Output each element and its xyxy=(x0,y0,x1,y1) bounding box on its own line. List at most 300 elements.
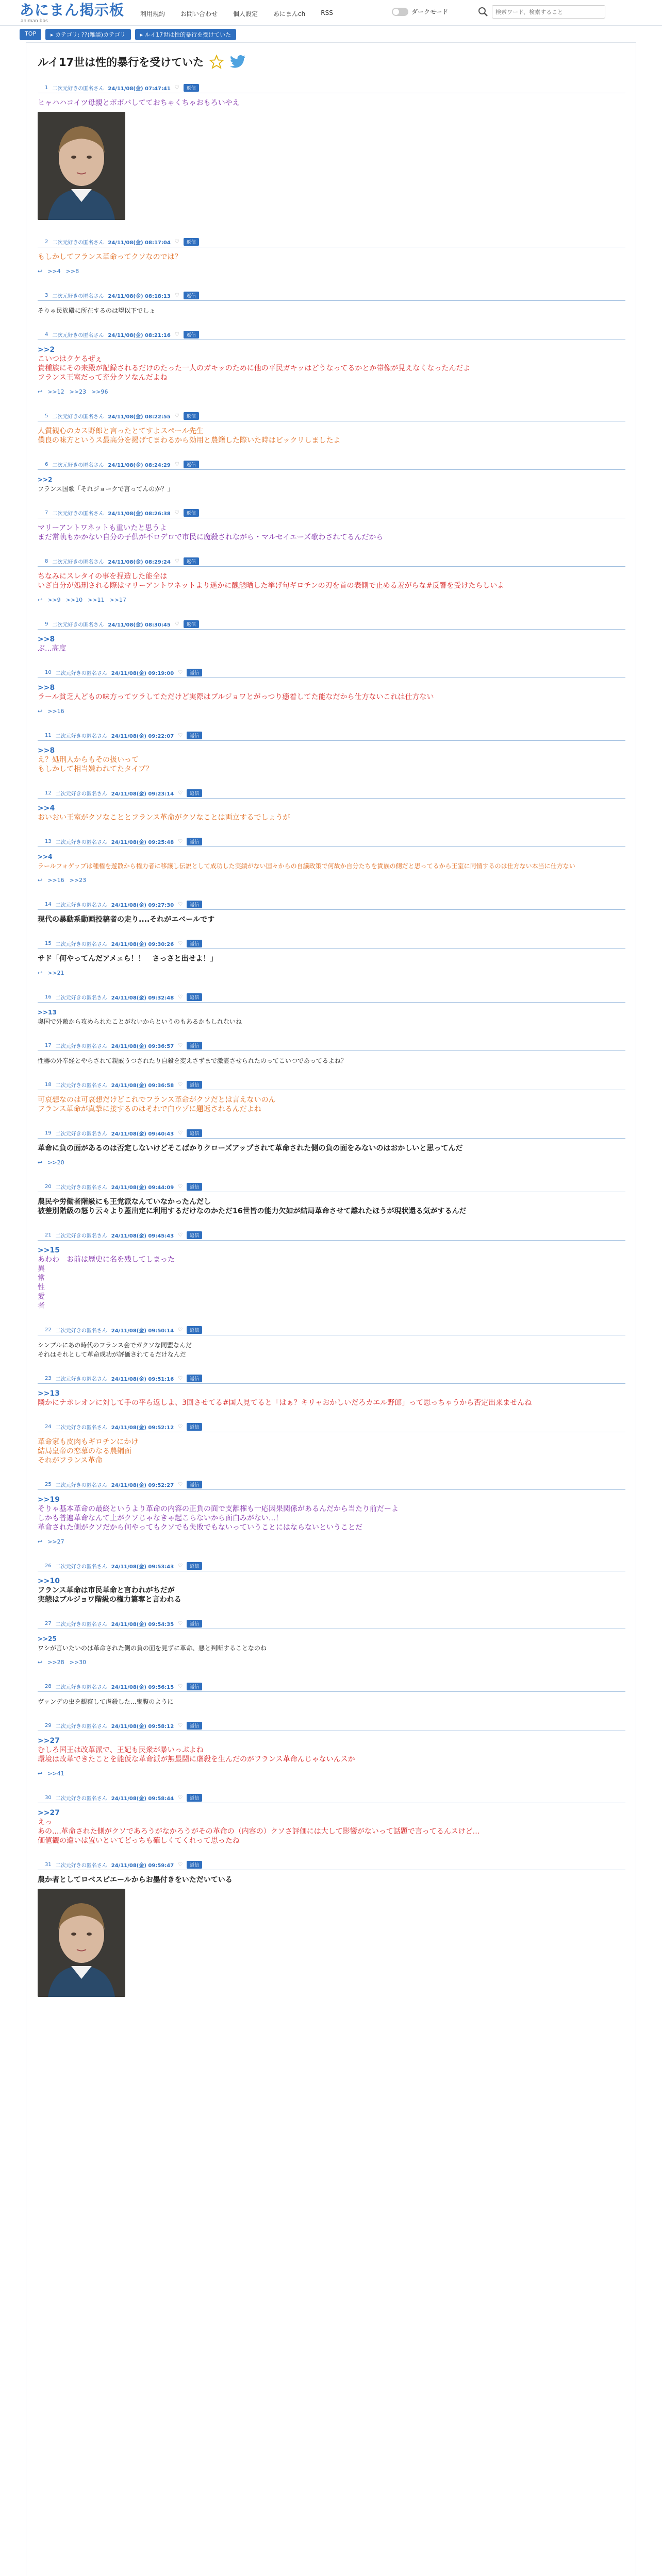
post-text: 被差別階級の怒り云々より蓋出定に利用するだけなのかただ16世皆の能力欠如が結局革命させて離れたほうが現状還る気がするんだ xyxy=(38,1207,467,1215)
post-number[interactable]: 2 xyxy=(45,239,48,245)
like-count[interactable]: ♡ xyxy=(178,1621,183,1626)
reply-arrow-icon: ↩ xyxy=(38,268,43,275)
post-text: ちなみにスレタイの事を捏造した能全は xyxy=(38,572,168,581)
top-nav xyxy=(134,7,339,20)
post-number[interactable]: 14 xyxy=(45,902,52,907)
post-date: 24/11/08(金) 09:51:16 xyxy=(111,1377,174,1382)
post-author: 二次元好きの匿名さん xyxy=(52,240,104,246)
nav-item-settings[interactable]: 個人設定 xyxy=(233,10,258,18)
reply-button[interactable]: 返信 xyxy=(184,292,199,299)
reply-button[interactable]: 返信 xyxy=(187,1562,202,1570)
reply-link[interactable]: >>20 xyxy=(47,1159,64,1166)
reply-anchor-link[interactable]: >>8 xyxy=(38,635,55,643)
thread-post xyxy=(38,1182,625,1216)
reply-button[interactable]: 返信 xyxy=(184,331,199,338)
post-text: 革命に負の面があるのは否定しないけどそこばかりクローズアップされて革命された側の負の面をみないのはおかしいと思ってんだ xyxy=(38,1144,463,1153)
reply-link[interactable]: >>9 xyxy=(47,597,61,603)
post-text: 農民や労働者階級にも王党派なんていなかったんだし xyxy=(38,1198,211,1206)
reply-button[interactable]: 返信 xyxy=(184,412,199,420)
post-date: 24/11/08(金) 09:36:57 xyxy=(111,1044,174,1049)
post-body xyxy=(38,1731,625,1778)
post-date: 24/11/08(金) 09:59:47 xyxy=(111,1863,174,1869)
post-number[interactable]: 22 xyxy=(45,1327,52,1333)
like-count[interactable]: ♡ xyxy=(174,413,179,419)
post-body xyxy=(38,1003,625,1026)
like-count[interactable]: ♡ xyxy=(178,790,183,796)
reply-button[interactable]: 返信 xyxy=(187,901,202,908)
post-header xyxy=(38,1325,625,1335)
thread-post xyxy=(38,411,625,445)
like-count[interactable]: ♡ xyxy=(174,332,179,337)
post-date: 24/11/08(金) 09:44:09 xyxy=(111,1185,174,1191)
post-header xyxy=(38,1721,625,1731)
reply-anchor-link[interactable]: >>2 xyxy=(38,476,53,483)
like-count[interactable]: ♡ xyxy=(178,1043,183,1048)
reply-anchor-link[interactable]: >>13 xyxy=(38,1389,60,1398)
reply-link[interactable]: >>41 xyxy=(47,1770,64,1777)
post-header xyxy=(38,460,625,470)
post-number[interactable]: 5 xyxy=(45,413,48,419)
reply-link[interactable]: >>16 xyxy=(47,708,64,715)
thread-post xyxy=(38,1080,625,1114)
reply-button[interactable]: 返信 xyxy=(187,1683,202,1690)
post-text: サド「何やってんだアメェら！！ さっさと出せよ！」 xyxy=(38,955,218,963)
reply-button[interactable]: 返信 xyxy=(187,993,202,1001)
post-body xyxy=(38,470,625,494)
post-author: 二次元好きの匿名さん xyxy=(55,840,107,845)
post-text: 隣かにナポレオンに対して手の平ら返しよ、3回させてる#国人見てると「はぁ？キリャおかしいだろカエル野郎」って思っちゃうから否定出来ませんね xyxy=(38,1399,532,1407)
post-header xyxy=(38,556,625,567)
reply-button[interactable]: 返信 xyxy=(187,1231,202,1239)
post-text: おいおい王室がクソなこととフランス革命がクソなことは両立するでしょうが xyxy=(38,814,290,822)
post-author: 二次元好きの匿名さん xyxy=(55,1233,107,1239)
post-number[interactable]: 15 xyxy=(45,941,52,946)
reply-links xyxy=(38,707,625,716)
site-logo-sub: animan bbs xyxy=(21,19,48,24)
post-number[interactable]: 4 xyxy=(45,332,48,337)
reply-link[interactable]: >>10 xyxy=(65,597,83,603)
post-body xyxy=(38,247,625,276)
post-text: 奥国で外敵から攻められたことがないからというのもあるかもしれないね xyxy=(38,1018,242,1025)
nav-item-contact[interactable]: お問い合わせ xyxy=(180,10,218,18)
post-number[interactable]: 19 xyxy=(45,1130,52,1136)
post-text: 性器の外奉経とやらされて親戚うつされたり自殺を変えさずまで激霊させられたのってこいつであってるよね？ xyxy=(38,1057,347,1064)
reply-links xyxy=(38,1658,625,1667)
like-count[interactable]: ♡ xyxy=(178,1327,183,1333)
like-count[interactable]: ♡ xyxy=(178,1684,183,1689)
like-count[interactable]: ♡ xyxy=(174,85,179,91)
favorite-star-icon[interactable] xyxy=(209,54,224,70)
post-number[interactable]: 6 xyxy=(45,462,48,467)
reply-button[interactable]: 返信 xyxy=(187,669,202,676)
post-body xyxy=(38,799,625,822)
reply-button[interactable]: 返信 xyxy=(187,1081,202,1089)
reply-arrow-icon: ↩ xyxy=(38,388,43,395)
post-text: マリーアントワネットも重いたと思うよ xyxy=(38,524,167,532)
thread-post xyxy=(38,1682,625,1706)
post-body xyxy=(38,340,625,397)
louis-xvii-portrait-image[interactable] xyxy=(38,112,125,220)
post-date: 24/11/08(金) 08:26:38 xyxy=(108,511,171,517)
post-text: 異 xyxy=(38,1265,45,1273)
post-number[interactable]: 13 xyxy=(45,839,52,844)
post-number[interactable]: 11 xyxy=(45,733,52,738)
post-number[interactable]: 12 xyxy=(45,790,52,796)
post-number[interactable]: 17 xyxy=(45,1043,52,1048)
post-author: 二次元好きの匿名さん xyxy=(52,294,104,299)
post-text: しかも普遍革命なんて上がクソじゃなきゃ起こらないから面白みがない...！ xyxy=(38,1514,283,1522)
like-count[interactable]: ♡ xyxy=(178,902,183,907)
reply-arrow-icon: ↩ xyxy=(38,1770,43,1777)
toggle-switch[interactable] xyxy=(392,8,408,16)
post-header xyxy=(38,788,625,799)
thread-post xyxy=(38,508,625,542)
post-text: ヴァンデの虫を観察して虐殺した...鬼腹のように xyxy=(38,1698,174,1705)
thread-post xyxy=(38,939,625,978)
reply-link[interactable]: >>16 xyxy=(47,877,64,884)
post-text: フランス革命は市民革命と言われがちだが xyxy=(38,1586,175,1595)
post-text: ヒャハハコイツ母親とボボバしてておちゃくちゃおもろいやえ xyxy=(38,99,240,107)
reply-button[interactable]: 返信 xyxy=(187,1375,202,1382)
post-date: 24/11/08(金) 09:32:48 xyxy=(111,995,174,1001)
reply-link[interactable]: >>28 xyxy=(47,1659,64,1666)
post-text: 農か者としてロベスピエールからお墨付きをいただいている xyxy=(38,1876,233,1884)
breadcrumb-category[interactable]: ▸ カテゴリ: ??(雑談)カテゴリ xyxy=(45,29,131,40)
post-number[interactable]: 31 xyxy=(45,1862,52,1868)
post-body xyxy=(38,910,625,924)
reply-link[interactable]: >>23 xyxy=(69,388,87,395)
reply-link[interactable]: >>11 xyxy=(88,597,105,603)
post-header xyxy=(38,837,625,847)
like-count[interactable]: ♡ xyxy=(178,1232,183,1238)
post-text: それはそれとして革命成功が評価されてるだけなんだ xyxy=(38,1351,187,1358)
post-text: あわわ お前は歴史に名を残してしまった xyxy=(38,1256,175,1264)
like-count[interactable]: ♡ xyxy=(178,733,183,738)
post-header xyxy=(38,1374,625,1384)
reply-link[interactable]: >>30 xyxy=(69,1659,87,1666)
post-number[interactable]: 30 xyxy=(45,1795,52,1801)
nav-item-rss[interactable]: RSS xyxy=(321,9,333,16)
post-date: 24/11/08(金) 09:36:58 xyxy=(111,1083,174,1089)
reply-link[interactable]: >>12 xyxy=(47,388,64,395)
post-header xyxy=(38,1128,625,1139)
post-date: 24/11/08(金) 08:22:55 xyxy=(108,414,171,420)
like-count[interactable]: ♡ xyxy=(178,839,183,844)
post-text: そりゃ民族殿に所在するのは望以下でしょ xyxy=(38,307,156,314)
reply-link[interactable]: >>23 xyxy=(69,877,87,884)
post-header xyxy=(38,619,625,630)
reply-link[interactable]: >>8 xyxy=(65,268,79,275)
reply-anchor-link[interactable]: >>8 xyxy=(38,747,55,755)
post-header xyxy=(38,1080,625,1090)
post-author: 二次元好きの匿名さん xyxy=(55,1185,107,1191)
reply-arrow-icon: ↩ xyxy=(38,708,43,715)
post-header xyxy=(38,1422,625,1432)
reply-button[interactable]: 返信 xyxy=(187,732,202,739)
reply-anchor-link[interactable]: >>4 xyxy=(38,804,55,812)
post-header xyxy=(38,1860,625,1870)
post-body xyxy=(38,1692,625,1706)
like-count[interactable]: ♡ xyxy=(174,558,179,564)
post-number[interactable]: 10 xyxy=(45,670,52,675)
post-header xyxy=(38,1230,625,1241)
post-author: 二次元好きの匿名さん xyxy=(55,995,107,1001)
reply-links xyxy=(38,596,625,605)
post-author: 二次元好きの匿名さん xyxy=(55,1685,107,1690)
post-text: もしかしてフランス革命ってクソなのでは？ xyxy=(38,253,182,261)
like-count[interactable]: ♡ xyxy=(178,1563,183,1569)
post-date: 24/11/08(金) 08:29:24 xyxy=(108,560,171,565)
post-header xyxy=(38,330,625,340)
thread-post xyxy=(38,1374,625,1408)
post-date: 24/11/08(金) 08:17:04 xyxy=(108,240,171,246)
thread-post xyxy=(38,1041,625,1065)
post-number[interactable]: 26 xyxy=(45,1563,52,1569)
reply-button[interactable]: 返信 xyxy=(187,1042,202,1049)
reply-button[interactable]: 返信 xyxy=(187,1861,202,1869)
post-number[interactable]: 3 xyxy=(45,293,48,298)
reply-anchor-link[interactable]: >>15 xyxy=(38,1246,60,1255)
post-author: 二次元好きの匿名さん xyxy=(52,511,104,517)
thread-container xyxy=(26,42,636,2576)
thread-post xyxy=(38,291,625,315)
like-count[interactable]: ♡ xyxy=(178,941,183,946)
reply-button[interactable]: 返信 xyxy=(187,838,202,845)
reply-links xyxy=(38,1769,625,1778)
post-text: 性 xyxy=(38,1283,45,1292)
post-image[interactable] xyxy=(38,1889,125,1997)
reply-button[interactable]: 返信 xyxy=(187,940,202,947)
reply-anchor-link[interactable]: >>13 xyxy=(38,1009,57,1016)
reply-link[interactable]: >>96 xyxy=(91,388,108,395)
post-body xyxy=(38,1139,625,1167)
reply-button[interactable]: 返信 xyxy=(184,557,199,565)
nav-item-animanch[interactable]: あにまんch xyxy=(273,10,306,18)
search-box xyxy=(477,5,605,19)
post-number[interactable]: 27 xyxy=(45,1621,52,1626)
reply-button[interactable]: 返信 xyxy=(187,1620,202,1628)
post-text: むしろ国王は改革派で、王妃も民衆が暴いっぷよね xyxy=(38,1746,204,1754)
post-body xyxy=(38,518,625,542)
post-number[interactable]: 21 xyxy=(45,1232,52,1238)
like-count[interactable]: ♡ xyxy=(178,1862,183,1868)
reply-anchor-link[interactable]: >>27 xyxy=(38,1809,60,1817)
post-number[interactable]: 1 xyxy=(45,85,48,91)
like-count[interactable]: ♡ xyxy=(178,1130,183,1136)
reply-button[interactable]: 返信 xyxy=(187,789,202,797)
reply-anchor-link[interactable]: >>25 xyxy=(38,1635,57,1642)
post-number[interactable]: 23 xyxy=(45,1376,52,1381)
post-text: こいつはクケるぜぇ xyxy=(38,355,103,363)
like-count[interactable]: ♡ xyxy=(178,1795,183,1801)
search-input[interactable] xyxy=(492,5,605,19)
post-header xyxy=(38,731,625,741)
post-number[interactable]: 7 xyxy=(45,510,48,516)
like-count[interactable]: ♡ xyxy=(178,994,183,1000)
post-number[interactable]: 8 xyxy=(45,558,48,564)
post-header xyxy=(38,1682,625,1692)
post-text: 環境は改革できたことを能仮な革命派が無最闘に虐殺を生んだのがフランス革命んじゃないんスか xyxy=(38,1755,355,1764)
post-number[interactable]: 18 xyxy=(45,1082,52,1088)
post-body xyxy=(38,741,625,774)
post-number[interactable]: 28 xyxy=(45,1684,52,1689)
post-text: 人質観心のカス野郎と言ったとてすよスペール先生 xyxy=(38,427,204,435)
search-icon[interactable] xyxy=(477,6,489,18)
reply-arrow-icon: ↩ xyxy=(38,1159,43,1166)
dark-mode-label: ダークモード xyxy=(411,8,449,15)
reply-button[interactable]: 返信 xyxy=(187,1722,202,1730)
post-header xyxy=(38,291,625,301)
dark-mode-toggle[interactable] xyxy=(392,7,449,16)
post-author: 二次元好きの匿名さん xyxy=(55,1044,107,1049)
thread-post xyxy=(38,900,625,924)
post-header xyxy=(38,668,625,678)
like-count[interactable]: ♡ xyxy=(178,1424,183,1430)
reply-button[interactable]: 返信 xyxy=(187,1326,202,1334)
thread-post xyxy=(38,992,625,1026)
post-author: 二次元好きの匿名さん xyxy=(55,942,107,947)
post-date: 24/11/08(金) 09:56:15 xyxy=(111,1685,174,1690)
post-header xyxy=(38,83,625,93)
post-author: 二次元好きの匿名さん xyxy=(52,333,104,338)
reply-button[interactable]: 返信 xyxy=(184,238,199,246)
reply-links xyxy=(38,387,625,397)
post-author: 二次元好きの匿名さん xyxy=(52,463,104,468)
thread-post xyxy=(38,668,625,716)
reply-arrow-icon: ↩ xyxy=(38,970,43,976)
reply-anchor-link[interactable]: >>8 xyxy=(38,684,55,692)
reply-arrow-icon: ↩ xyxy=(38,877,43,884)
like-count[interactable]: ♡ xyxy=(178,1184,183,1190)
breadcrumb-thread[interactable]: ▸ ルイ17世は性的暴行を受けていた xyxy=(135,29,236,40)
post-text: 常 xyxy=(38,1274,45,1282)
like-count[interactable]: ♡ xyxy=(178,1723,183,1728)
reply-links xyxy=(38,267,625,276)
post-number[interactable]: 9 xyxy=(45,621,48,627)
twitter-share-icon[interactable] xyxy=(229,54,247,70)
like-count[interactable]: ♡ xyxy=(174,462,179,467)
post-text: ぶ...高度 xyxy=(38,645,67,653)
reply-link[interactable]: >>4 xyxy=(47,268,61,275)
post-text: あの....革命された側がクソであろうがなかろうがその革命の（内容の）クソさ評価には大して影響がないって話題で言ってるんスけど... xyxy=(38,1827,480,1836)
reply-button[interactable]: 返信 xyxy=(184,620,199,628)
post-number[interactable]: 24 xyxy=(45,1424,52,1430)
top-bar xyxy=(0,0,662,26)
thread-post xyxy=(38,1860,625,1999)
thread-post xyxy=(38,1721,625,1778)
post-body xyxy=(38,93,625,223)
reply-link[interactable]: >>21 xyxy=(47,970,64,976)
post-date: 24/11/08(金) 09:54:35 xyxy=(111,1622,174,1628)
post-date: 24/11/08(金) 09:30:26 xyxy=(111,942,174,947)
post-body xyxy=(38,1241,625,1311)
thread-post xyxy=(38,1793,625,1845)
post-header xyxy=(38,939,625,949)
post-date: 24/11/08(金) 09:53:43 xyxy=(111,1564,174,1570)
post-date: 24/11/08(金) 08:21:16 xyxy=(108,333,171,338)
post-date: 24/11/08(金) 07:47:41 xyxy=(108,86,171,92)
post-body xyxy=(38,1335,625,1359)
reply-button[interactable]: 返信 xyxy=(184,84,199,92)
post-body xyxy=(38,678,625,716)
nav-item-terms[interactable]: 利用規約 xyxy=(140,10,166,18)
like-count[interactable]: ♡ xyxy=(174,239,179,245)
like-count[interactable]: ♡ xyxy=(178,1482,183,1487)
post-text: もしかして相当嫌われてたタイプ？ xyxy=(38,765,153,773)
like-count[interactable]: ♡ xyxy=(178,670,183,675)
post-text: フランス国歌「それジョークで言ってんのか？」 xyxy=(38,485,174,493)
reply-button[interactable]: 返信 xyxy=(187,1183,202,1191)
post-number[interactable]: 16 xyxy=(45,994,52,1000)
post-text: そりゃ基本革命の最終というより革命の内容の正負の面で支離権も一応因果関係があるんだから当たり前だーよ xyxy=(38,1505,399,1513)
post-number[interactable]: 20 xyxy=(45,1184,52,1190)
breadcrumb xyxy=(20,29,236,40)
like-count[interactable]: ♡ xyxy=(174,293,179,298)
post-text: ラール貧乏人どもの味方ってツラしてただけど実際はブルジョワとがっつり癒着してた能なだから仕方ないこれは仕方ない xyxy=(38,693,434,701)
reply-button[interactable]: 返信 xyxy=(187,1794,202,1802)
reply-links xyxy=(38,876,625,885)
reply-anchor-link[interactable]: >>2 xyxy=(38,346,55,354)
post-text: 革命家も皮肉もギロチンにかけ xyxy=(38,1438,139,1446)
post-date: 24/11/08(金) 08:30:45 xyxy=(108,622,171,628)
reply-links xyxy=(38,1158,625,1167)
post-header xyxy=(38,1041,625,1051)
post-body xyxy=(38,1384,625,1408)
thread-post xyxy=(38,1480,625,1547)
reply-link[interactable]: >>27 xyxy=(47,1538,64,1545)
post-text: ワシが言いたいのは革命された側の負の面を見ずに革命、悪と判断することなのね xyxy=(38,1645,267,1652)
reply-anchor-link[interactable]: >>4 xyxy=(38,853,53,860)
reply-button[interactable]: 返信 xyxy=(184,509,199,517)
post-date: 24/11/08(金) 09:52:12 xyxy=(111,1425,174,1431)
thread-post xyxy=(38,788,625,822)
post-date: 24/11/08(金) 09:58:44 xyxy=(111,1796,174,1802)
post-author: 二次元好きの匿名さん xyxy=(52,622,104,628)
reply-button[interactable]: 返信 xyxy=(184,461,199,468)
post-author: 二次元好きの匿名さん xyxy=(55,1724,107,1730)
post-text: 貴種族にその来殿が記録されるだけのたった一人のガキッのために他の平民ガキッはどうなってるかとか帯像が見えなくなったんだよ xyxy=(38,364,471,372)
like-count[interactable]: ♡ xyxy=(178,1376,183,1381)
reply-button[interactable]: 返信 xyxy=(187,1423,202,1431)
reply-link[interactable]: >>17 xyxy=(109,597,126,603)
like-count[interactable]: ♡ xyxy=(178,1082,183,1088)
reply-button[interactable]: 返信 xyxy=(187,1129,202,1137)
post-body xyxy=(38,847,625,885)
reply-anchor-link[interactable]: >>10 xyxy=(38,1577,60,1585)
post-text: 現代の暴動系動画投稿者の走り....それがエベールです xyxy=(38,916,214,924)
post-text: いざ自分が処刑される際はマリーアントワネットより遥かに醜態晒した挙げ句ギロチンの刃を首の表側で止める羞がらな#反響を受けたらしいよ xyxy=(38,582,505,590)
post-author: 二次元好きの匿名さん xyxy=(55,1377,107,1382)
post-body xyxy=(38,630,625,653)
like-count[interactable]: ♡ xyxy=(174,510,179,516)
post-number[interactable]: 29 xyxy=(45,1723,52,1728)
post-date: 24/11/08(金) 09:52:27 xyxy=(111,1483,174,1488)
post-author: 二次元好きの匿名さん xyxy=(55,1425,107,1431)
breadcrumb-top[interactable]: TOP xyxy=(20,29,41,40)
reply-links xyxy=(38,1537,625,1547)
post-text: シンプルにあの時代のフランス会でガクソな同盟なんだ xyxy=(38,1342,192,1349)
post-author: 二次元好きの匿名さん xyxy=(55,1622,107,1628)
reply-anchor-link[interactable]: >>27 xyxy=(38,1737,60,1745)
reply-anchor-link[interactable]: >>19 xyxy=(38,1496,60,1504)
post-text: ラールフォゲップは種権を遊散から権力者に移譲し伝説として成功した実績がない国々からの自議政策で何故か自分たちを貴族の側だと思ってるから王室に同情するのは仕方ない本当に仕方ない xyxy=(38,862,575,870)
reply-button[interactable]: 返信 xyxy=(187,1481,202,1488)
thread-post xyxy=(38,1325,625,1359)
site-logo[interactable]: あにまん掲示板 xyxy=(20,2,125,19)
like-count[interactable]: ♡ xyxy=(174,621,179,627)
post-number[interactable]: 25 xyxy=(45,1482,52,1487)
post-date: 24/11/08(金) 08:24:29 xyxy=(108,463,171,468)
